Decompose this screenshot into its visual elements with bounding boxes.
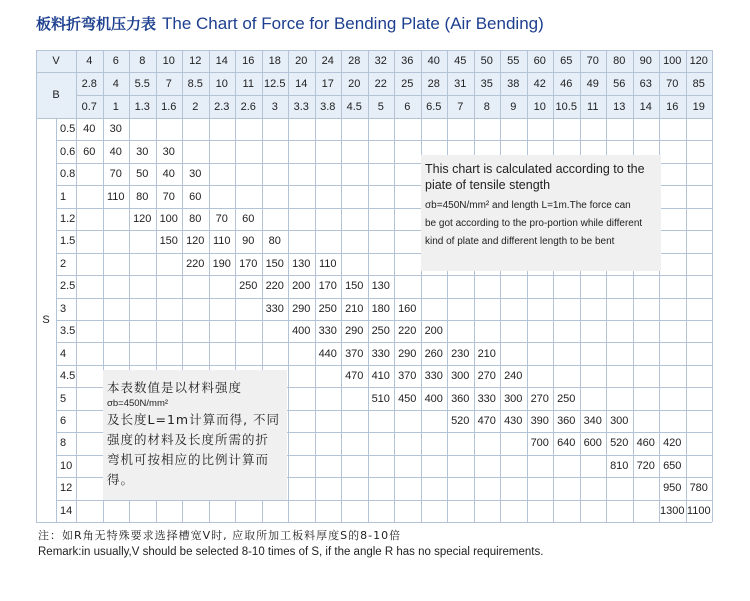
s-value: 4.5 bbox=[60, 370, 76, 383]
force-value: 200 bbox=[292, 280, 311, 293]
v-value: 32 bbox=[374, 55, 387, 67]
grid-line bbox=[606, 50, 607, 522]
grid-line bbox=[56, 118, 57, 522]
title-en: The Chart of Force for Bending Plate (Air Bending) bbox=[162, 14, 544, 33]
force-value: 270 bbox=[530, 392, 549, 405]
force-value: 150 bbox=[159, 235, 178, 248]
b-value: 16 bbox=[666, 100, 679, 113]
grid-line bbox=[500, 50, 501, 522]
force-value: 330 bbox=[424, 370, 443, 383]
force-value: 330 bbox=[318, 325, 337, 338]
b-value: 4 bbox=[112, 77, 119, 90]
force-value: 110 bbox=[106, 190, 125, 203]
v-value: 100 bbox=[663, 55, 682, 67]
force-value: 290 bbox=[345, 325, 364, 338]
s-value: 0.5 bbox=[60, 123, 76, 136]
grid-line bbox=[56, 320, 712, 321]
force-value: 360 bbox=[557, 414, 576, 427]
s-value: 3.5 bbox=[60, 325, 76, 338]
v-value: 4 bbox=[86, 55, 93, 67]
b-label: B bbox=[36, 72, 76, 118]
force-value: 30 bbox=[109, 123, 122, 136]
force-value: 290 bbox=[398, 347, 417, 360]
b-value: 2.3 bbox=[214, 100, 230, 113]
force-value: 240 bbox=[504, 370, 523, 383]
grid-line bbox=[686, 50, 687, 522]
s-value: 2.5 bbox=[60, 280, 76, 293]
b-value: 0.7 bbox=[81, 100, 97, 113]
b-value: 13 bbox=[613, 100, 626, 113]
s-value: 12 bbox=[60, 482, 73, 495]
force-value: 110 bbox=[212, 235, 231, 248]
v-value: 20 bbox=[295, 55, 308, 67]
force-value: 110 bbox=[318, 257, 337, 270]
force-value: 70 bbox=[109, 168, 122, 181]
force-value: 170 bbox=[318, 280, 337, 293]
b-value: 10 bbox=[215, 77, 228, 90]
force-value: 410 bbox=[371, 370, 390, 383]
force-value: 520 bbox=[451, 414, 470, 427]
v-value: 50 bbox=[480, 55, 493, 67]
force-value: 40 bbox=[109, 145, 122, 158]
force-value: 60 bbox=[242, 212, 255, 225]
v-value: 28 bbox=[348, 55, 361, 67]
s-value: 0.6 bbox=[60, 145, 76, 158]
force-value: 600 bbox=[583, 437, 602, 450]
s-value: 8 bbox=[60, 437, 67, 450]
b-value: 20 bbox=[348, 77, 361, 90]
force-value: 130 bbox=[371, 280, 390, 293]
s-value: 10 bbox=[60, 459, 73, 472]
note-cn-line: 强度的材料及长度所需的折 bbox=[107, 432, 270, 447]
grid-line bbox=[341, 50, 342, 522]
force-value: 150 bbox=[265, 257, 284, 270]
s-value: 2 bbox=[60, 257, 67, 270]
force-value: 330 bbox=[371, 347, 390, 360]
note-en-line: piate of tensile stength bbox=[425, 178, 551, 192]
force-value: 80 bbox=[189, 212, 202, 225]
remark-cn: 注：如R角无特殊要求选择槽宽V时, 应取所加工板料厚度S的8-10倍 bbox=[38, 529, 402, 542]
b-value: 4.5 bbox=[346, 100, 362, 113]
force-value: 390 bbox=[530, 414, 549, 427]
b-value: 5.5 bbox=[134, 77, 150, 90]
v-value: 40 bbox=[427, 55, 440, 67]
grid-line bbox=[56, 140, 712, 141]
b-value: 42 bbox=[533, 77, 546, 90]
v-value: 12 bbox=[189, 55, 202, 67]
v-value: 120 bbox=[689, 55, 708, 67]
force-value: 720 bbox=[636, 459, 655, 472]
force-value: 470 bbox=[345, 370, 364, 383]
b-value: 1.3 bbox=[134, 100, 150, 113]
force-value: 60 bbox=[83, 145, 96, 158]
force-value: 180 bbox=[371, 302, 390, 315]
note-cn bbox=[103, 370, 287, 500]
remark-en: Remark:in usually,V should be selected 8-10 times of S, if the angle R has no special requirements. bbox=[38, 546, 544, 558]
grid-line bbox=[36, 118, 712, 119]
b-value: 17 bbox=[321, 77, 334, 90]
v-value: 55 bbox=[507, 55, 520, 67]
b-value: 6 bbox=[404, 100, 411, 113]
note-en-line: σb=450N/mm² and length L=1m.The force can bbox=[425, 200, 631, 211]
b-value: 28 bbox=[427, 77, 440, 90]
v-value: 70 bbox=[586, 55, 599, 67]
note-cn-line: 本表数值是以材料强度 bbox=[107, 380, 243, 395]
v-value: 60 bbox=[533, 55, 546, 67]
force-value: 370 bbox=[345, 347, 364, 360]
b-value: 14 bbox=[295, 77, 308, 90]
grid-line bbox=[553, 50, 554, 522]
v-label: V bbox=[36, 50, 76, 72]
force-value: 120 bbox=[186, 235, 205, 248]
force-value: 60 bbox=[189, 190, 202, 203]
force-value: 340 bbox=[583, 414, 602, 427]
grid-line bbox=[36, 50, 712, 51]
force-value: 950 bbox=[663, 482, 682, 495]
force-value: 300 bbox=[610, 414, 629, 427]
v-value: 8 bbox=[139, 55, 146, 67]
b-value: 22 bbox=[374, 77, 387, 90]
force-value: 210 bbox=[477, 347, 496, 360]
grid-line bbox=[633, 50, 634, 522]
note-cn-line: σb=450N/mm² bbox=[107, 398, 169, 409]
b-value: 1 bbox=[112, 100, 119, 113]
force-value: 650 bbox=[663, 459, 682, 472]
s-label: S bbox=[42, 314, 50, 326]
force-value: 220 bbox=[398, 325, 417, 338]
v-value: 10 bbox=[162, 55, 175, 67]
grid-line bbox=[76, 50, 77, 522]
s-value: 0.8 bbox=[60, 168, 76, 181]
v-value: 65 bbox=[560, 55, 573, 67]
b-value: 3.8 bbox=[320, 100, 336, 113]
force-value: 250 bbox=[557, 392, 576, 405]
b-value: 49 bbox=[586, 77, 599, 90]
v-value: 80 bbox=[613, 55, 626, 67]
grid-line bbox=[368, 50, 369, 522]
v-value: 90 bbox=[639, 55, 652, 67]
b-value: 85 bbox=[692, 77, 705, 90]
v-value: 45 bbox=[454, 55, 467, 67]
b-value: 14 bbox=[639, 100, 652, 113]
b-value: 3 bbox=[271, 100, 278, 113]
force-value: 400 bbox=[292, 325, 311, 338]
force-value: 810 bbox=[610, 459, 629, 472]
b-value: 11 bbox=[587, 100, 599, 113]
force-value: 440 bbox=[318, 347, 337, 360]
force-value: 1100 bbox=[686, 504, 711, 517]
s-value: 5 bbox=[60, 392, 67, 405]
grid-line bbox=[56, 275, 712, 276]
force-value: 80 bbox=[268, 235, 281, 248]
note-cn-line: 弯机可按相应的比例计算而 bbox=[107, 452, 270, 467]
v-value: 24 bbox=[321, 55, 334, 67]
v-value: 36 bbox=[401, 55, 414, 67]
s-value: 6 bbox=[60, 414, 67, 427]
force-value: 160 bbox=[398, 302, 417, 315]
grid-line bbox=[315, 50, 316, 522]
b-value: 1.6 bbox=[161, 100, 177, 113]
force-value: 290 bbox=[292, 302, 311, 315]
note-en-line: kind of plate and different length to be bent bbox=[425, 236, 615, 247]
b-value: 2 bbox=[192, 100, 199, 113]
b-value: 38 bbox=[507, 77, 520, 90]
force-value: 30 bbox=[162, 145, 175, 158]
force-value: 250 bbox=[239, 280, 258, 293]
b-value: 35 bbox=[480, 77, 493, 90]
grid-line bbox=[36, 72, 712, 73]
force-value: 420 bbox=[663, 437, 682, 450]
force-value: 50 bbox=[136, 168, 149, 181]
v-value: 18 bbox=[268, 55, 281, 67]
force-value: 450 bbox=[398, 392, 417, 405]
force-value: 260 bbox=[424, 347, 443, 360]
force-value: 400 bbox=[424, 392, 443, 405]
force-value: 200 bbox=[424, 325, 443, 338]
note-cn-line: 得。 bbox=[107, 472, 135, 487]
force-value: 40 bbox=[162, 168, 175, 181]
force-value: 460 bbox=[636, 437, 655, 450]
force-value: 510 bbox=[371, 392, 390, 405]
b-value: 19 bbox=[692, 100, 705, 113]
b-value: 5 bbox=[377, 100, 384, 113]
force-value: 170 bbox=[239, 257, 258, 270]
note-cn-line: 及长度L=1m计算而得, 不同 bbox=[107, 412, 281, 427]
b-value: 25 bbox=[401, 77, 414, 90]
force-value: 90 bbox=[242, 235, 255, 248]
b-value: 46 bbox=[560, 77, 573, 90]
force-value: 70 bbox=[215, 212, 228, 225]
force-value: 250 bbox=[371, 325, 390, 338]
b-value: 10 bbox=[533, 100, 546, 113]
b-value: 70 bbox=[666, 77, 679, 90]
b-value: 6.5 bbox=[426, 100, 442, 113]
force-value: 100 bbox=[159, 212, 178, 225]
s-value: 1.5 bbox=[60, 235, 76, 248]
force-value: 80 bbox=[136, 190, 149, 203]
b-value: 9 bbox=[510, 100, 517, 113]
force-value: 430 bbox=[504, 414, 523, 427]
v-value: 16 bbox=[242, 55, 255, 67]
force-value: 40 bbox=[83, 123, 96, 136]
grid-line bbox=[421, 50, 422, 522]
force-value: 700 bbox=[530, 437, 549, 450]
grid-line bbox=[56, 342, 712, 343]
grid-line bbox=[56, 365, 712, 366]
force-value: 360 bbox=[451, 392, 470, 405]
note-en bbox=[421, 155, 661, 271]
v-value: 6 bbox=[112, 55, 119, 67]
force-value: 190 bbox=[212, 257, 231, 270]
force-value: 300 bbox=[451, 370, 470, 383]
force-value: 370 bbox=[398, 370, 417, 383]
force-value: 130 bbox=[292, 257, 311, 270]
force-value: 330 bbox=[477, 392, 496, 405]
b-value: 3.3 bbox=[293, 100, 309, 113]
b-value: 8.5 bbox=[187, 77, 203, 90]
s-value: 1 bbox=[60, 190, 67, 203]
b-value: 7 bbox=[457, 100, 464, 113]
remark bbox=[38, 528, 543, 560]
grid-line bbox=[447, 50, 448, 522]
b-value: 2.8 bbox=[81, 77, 97, 90]
force-value: 640 bbox=[557, 437, 576, 450]
s-value: 3 bbox=[60, 302, 67, 315]
title-cn: 板料折弯机压力表 bbox=[36, 15, 157, 33]
grid-line bbox=[288, 50, 289, 522]
b-value: 56 bbox=[613, 77, 626, 90]
force-value: 270 bbox=[477, 370, 496, 383]
force-value: 1300 bbox=[660, 504, 685, 517]
s-value: 1.2 bbox=[60, 212, 76, 225]
force-value: 30 bbox=[189, 168, 202, 181]
s-value: 14 bbox=[60, 504, 73, 517]
grid-line bbox=[659, 50, 660, 522]
grid-line bbox=[36, 50, 37, 522]
force-value: 150 bbox=[345, 280, 364, 293]
force-value: 520 bbox=[610, 437, 629, 450]
b-value: 11 bbox=[242, 77, 254, 90]
force-value: 230 bbox=[451, 347, 470, 360]
force-value: 470 bbox=[477, 414, 496, 427]
force-value: 250 bbox=[318, 302, 337, 315]
grid-line bbox=[56, 298, 712, 299]
b-value: 2.6 bbox=[240, 100, 256, 113]
force-value: 220 bbox=[265, 280, 284, 293]
grid-line bbox=[712, 50, 713, 522]
grid-line bbox=[394, 50, 395, 522]
force-value: 220 bbox=[186, 257, 205, 270]
grid-line bbox=[36, 522, 712, 523]
b-value: 12.5 bbox=[264, 77, 286, 90]
v-value: 14 bbox=[215, 55, 228, 67]
grid-line bbox=[474, 50, 475, 522]
b-value: 7 bbox=[165, 77, 172, 90]
force-value: 300 bbox=[504, 392, 523, 405]
force-value: 120 bbox=[133, 212, 152, 225]
b-value: 63 bbox=[639, 77, 652, 90]
force-value: 780 bbox=[689, 482, 708, 495]
force-value: 70 bbox=[162, 190, 175, 203]
s-value: 4 bbox=[60, 347, 67, 360]
b-value: 8 bbox=[483, 100, 490, 113]
force-value: 210 bbox=[345, 302, 364, 315]
note-en-line: This chart is calculated according to the bbox=[425, 162, 645, 176]
b-value: 31 bbox=[454, 77, 467, 90]
note-en-line: be got according to the pro-portion while different bbox=[425, 218, 643, 229]
force-value: 330 bbox=[265, 302, 284, 315]
force-value: 30 bbox=[136, 145, 149, 158]
grid-line bbox=[527, 50, 528, 522]
grid-line bbox=[580, 50, 581, 522]
b-value: 10.5 bbox=[555, 100, 577, 113]
